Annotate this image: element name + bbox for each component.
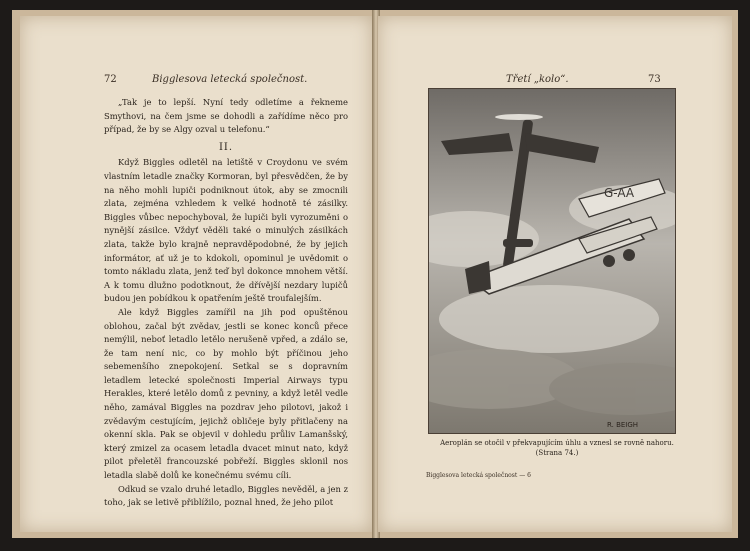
open-book xyxy=(12,10,738,538)
left-page-number: 72 xyxy=(104,74,117,85)
paragraph: Ale když Biggles zamířil na jih pod opuštěnou oblohou, začal být zvědav, jestli se konec konců přece nemýlil, neboť letadlo letělo nerušeně vpřed, a zdálo se, že tam není nic, co by mohlo být příčinou jeho sebemenšího znepokojení. Setkal se s dopravním letadlem letecké společnosti Imperial Airways typu Herakles, které letělo domů z pevniny, a když letěl vedle něho, zamával Biggles na pozdrav jeho pilotovi, jakož i zvědavým cestujícím, jejichž obličeje byly přitlačeny na okenní skla. Pak se objevil v dohledu průliv Lamanšský, který zmizel za ocasem letadla dvacet minut nato, když pilot přeletěl francouzské pobřeží. Biggles sklonil nos letadla slabě dolů ke konečnému svému cíli. xyxy=(104,306,348,481)
caption-page-ref: (Strana 74.) xyxy=(535,449,579,457)
paragraph: Když Biggles odletěl na letiště v Croydonu ve svém vlastním letadle značky Kormoran, byl přesvědčen, že by na něho mohli lupiči podniknout útok, aby se zmocnili zlata, zejména vzhledem k velké hodnotě té zásilky. Biggles vůbec nepochyboval, že lupiči byli vyrozuměni o nynější zásilce. Vždyť věděli také o minulých zásilkách zlata, takže bylo krajně nepravděpodobné, že by jejich informátor, ať už je to kdokoli, opominul je uvědomit o tomto nákladu zlata, jenž teď byl dokonce mnohem větší. A k tomu dlužno podotknout, že dřívější nezdary lupičů budou jen pobídkou k opatřením ještě troufalejším. xyxy=(104,157,348,304)
signature-footer: Bigglesova letecká společnost — 6 xyxy=(426,472,531,479)
right-running-head: Třetí „kolo“. xyxy=(506,74,569,85)
left-page xyxy=(20,16,373,532)
paragraph: „Tak je to lepší. Nyní tedy odletíme a řekneme Smythovi, na čem jsme se dohodli a zařídíme něco pro případ, že by se Algy ozval u telefonu.“ xyxy=(104,97,348,135)
right-page-number: 73 xyxy=(648,74,661,85)
airplane-illustration xyxy=(429,89,675,433)
plane-marking: G-AA xyxy=(604,186,635,200)
section-heading: II. xyxy=(218,141,234,153)
left-body-text xyxy=(104,96,348,510)
plate-signature: R. BEIGH xyxy=(607,421,639,429)
paragraph: Odkud se vzalo druhé letadlo, Biggles nevěděl, a jen z toho, jak se letivě přiblížilo, poznal hned, že jeho pilot xyxy=(104,483,348,508)
plate-caption xyxy=(426,438,688,458)
right-page xyxy=(378,16,732,532)
illustration-plate xyxy=(428,88,676,434)
caption-line: Aeroplán se otočil v překvapujícím úhlu a vznesl se rovně nahoru. xyxy=(440,439,674,447)
left-running-head: Bigglesova letecká společnost. xyxy=(152,74,308,85)
